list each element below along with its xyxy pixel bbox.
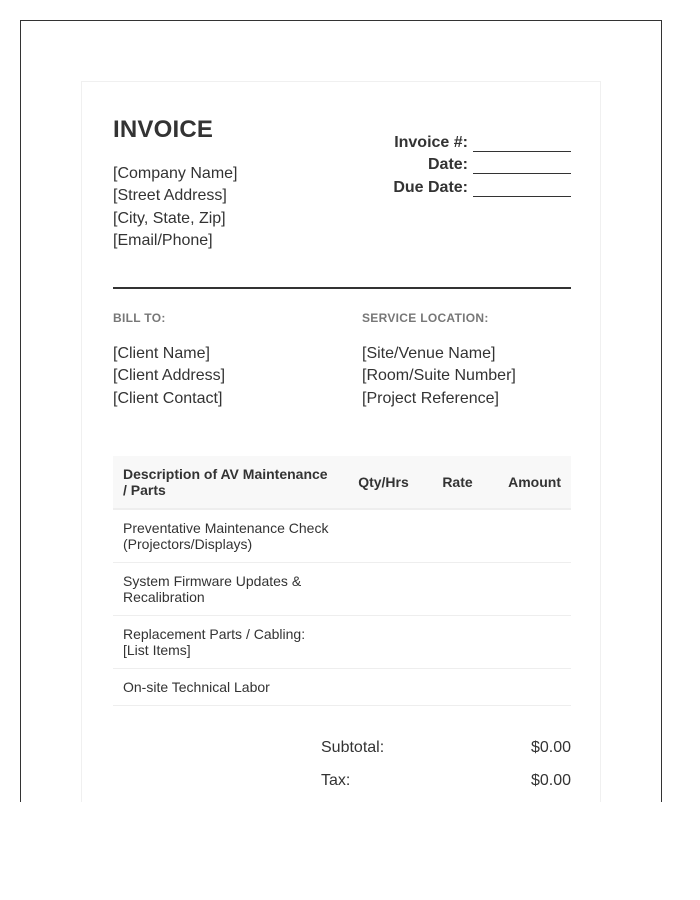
site-venue-name: [Site/Venue Name]	[362, 345, 496, 362]
company-city: [City, State, Zip]	[113, 209, 226, 227]
client-address: [Client Address]	[113, 367, 226, 385]
subtotal-label: Subtotal:	[321, 739, 385, 756]
item-rate[interactable]	[423, 616, 492, 669]
service-location-address	[362, 343, 516, 410]
client-name: [Client Name]	[113, 345, 210, 362]
invoice-page	[81, 81, 601, 802]
due-date-field[interactable]	[473, 180, 571, 197]
document-frame	[20, 20, 662, 802]
table-header-row	[113, 456, 571, 509]
item-qty[interactable]	[344, 669, 423, 706]
item-qty[interactable]	[344, 616, 423, 669]
item-description: On-site Technical Labor	[113, 669, 344, 706]
subtotal-value: $0.00	[530, 739, 571, 756]
invoice-number-field[interactable]	[473, 135, 571, 152]
invoice-number-row	[393, 129, 571, 152]
rate-header: Rate	[423, 456, 492, 509]
subtotal-row	[321, 738, 571, 771]
company-info	[113, 163, 238, 253]
item-amount[interactable]	[492, 509, 571, 563]
invoice-number-label: Invoice #:	[394, 133, 468, 151]
amount-header: Amount	[492, 456, 571, 509]
header-divider	[113, 287, 571, 289]
date-field[interactable]	[473, 157, 571, 174]
item-rate[interactable]	[423, 563, 492, 616]
table-row	[113, 563, 571, 616]
table-row	[113, 509, 571, 563]
client-contact: [Client Contact]	[113, 389, 223, 407]
description-header: Description of AV Maintenance / Parts	[113, 456, 344, 509]
room-suite-number: [Room/Suite Number]	[362, 367, 516, 385]
service-location-label: SERVICE LOCATION:	[362, 311, 489, 325]
bill-to-label: BILL TO:	[113, 311, 166, 325]
tax-value: $0.00	[530, 772, 571, 789]
due-date-row	[393, 174, 571, 197]
tax-row	[321, 771, 571, 802]
item-amount[interactable]	[492, 616, 571, 669]
totals-section	[321, 738, 571, 802]
item-amount[interactable]	[492, 669, 571, 706]
company-contact: [Email/Phone]	[113, 232, 213, 250]
company-street: [Street Address]	[113, 187, 227, 205]
tax-label: Tax:	[321, 772, 351, 789]
invoice-title: INVOICE	[113, 116, 214, 143]
item-qty[interactable]	[344, 509, 423, 563]
bill-to-address	[113, 343, 225, 410]
item-amount[interactable]	[492, 563, 571, 616]
item-rate[interactable]	[423, 509, 492, 563]
table-row	[113, 669, 571, 706]
invoice-meta	[393, 129, 571, 197]
item-description: System Firmware Updates & Recalibration	[113, 563, 344, 616]
item-rate[interactable]	[423, 669, 492, 706]
qty-hrs-header: Qty/Hrs	[344, 456, 423, 509]
due-date-label: Due Date:	[393, 178, 468, 196]
project-reference: [Project Reference]	[362, 389, 499, 407]
date-label: Date:	[427, 156, 468, 173]
item-description: Replacement Parts / Cabling: [List Items]	[113, 616, 344, 669]
date-row	[393, 152, 571, 175]
item-qty[interactable]	[344, 563, 423, 616]
line-items-table	[113, 456, 571, 706]
item-description: Preventative Maintenance Check (Projectors/Displays)	[113, 509, 344, 563]
company-name: [Company Name]	[113, 165, 238, 182]
table-row	[113, 616, 571, 669]
